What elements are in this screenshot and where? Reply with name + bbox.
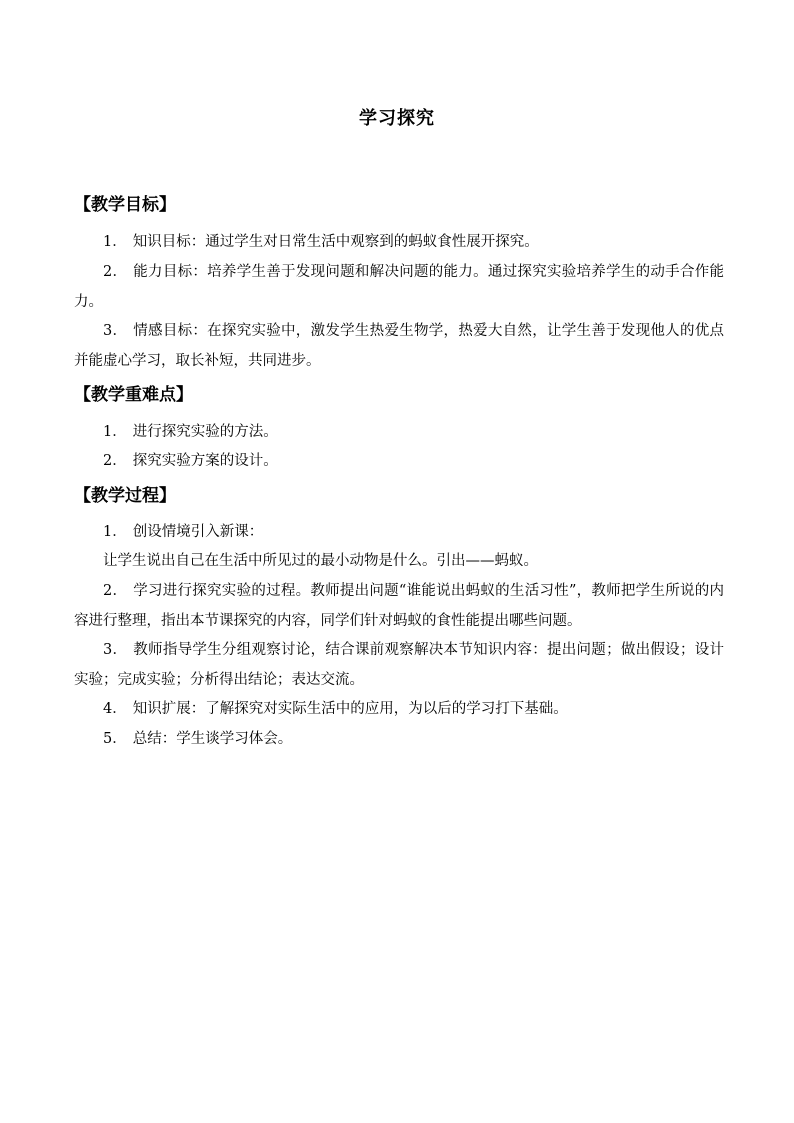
item-text: 学习进行探究实验的过程。教师提出问题“谁能说出蚂蚁的生活习性”，教师把学生所说的内容进行整理，指出本节课探究的内容，同学们针对蚂蚁的食性能提出哪些问题。 [74,583,724,629]
item-number: 2． [103,264,128,280]
item-number: 1． [103,234,127,250]
list-item [74,228,724,258]
list-item [74,577,724,636]
list-item [74,258,724,317]
item-number: 1． [103,524,127,540]
item-text: 让学生说出自己在生活中所见过的最小动物是什么。引出——蚂蚁。 [103,553,538,569]
item-number: 2． [103,453,127,469]
section-heading-teaching-process: 【教学过程】 [74,486,176,506]
item-text: 总结：学生谈学习体会。 [132,731,293,747]
section-heading-key-points: 【教学重难点】 [74,385,193,405]
list-item [74,518,724,548]
page-title: 学习探究 [359,108,435,129]
list-item [74,447,724,477]
list-item [74,695,724,725]
item-number: 1． [103,424,127,440]
item-number: 3． [103,642,128,658]
item-text: 知识目标：通过学生对日常生活中观察到的蚂蚁食性展开探究。 [132,234,539,250]
item-text: 能力目标：培养学生善于发现问题和解决问题的能力。通过探究实验培养学生的动手合作能力。 [74,264,724,310]
list-item [74,317,724,376]
list-item [74,725,724,755]
item-text: 情感目标：在探究实验中，激发学生热爱生物学，热爱大自然，让学生善于发现他人的优点并能虚心学习，取长补短，共同进步。 [74,323,724,369]
item-text: 探究实验方案的设计。 [132,453,278,469]
item-number: 5． [103,731,127,747]
item-text: 教师指导学生分组观察讨论，结合课前观察解决本节知识内容：提出问题；做出假设；设计实验；完成实验；分析得出结论；表达交流。 [74,642,724,688]
list-item [74,418,724,448]
item-text: 进行探究实验的方法。 [132,424,278,440]
list-item [74,547,724,577]
item-number: 2． [103,583,128,599]
item-text: 创设情境引入新课： [132,524,264,540]
section-heading-teaching-goals: 【教学目标】 [74,195,176,215]
item-number: 4． [103,701,127,717]
item-text: 知识扩展：了解探究对实际生活中的应用，为以后的学习打下基础。 [132,701,568,717]
item-number: 3． [103,323,128,339]
list-item [74,636,724,695]
